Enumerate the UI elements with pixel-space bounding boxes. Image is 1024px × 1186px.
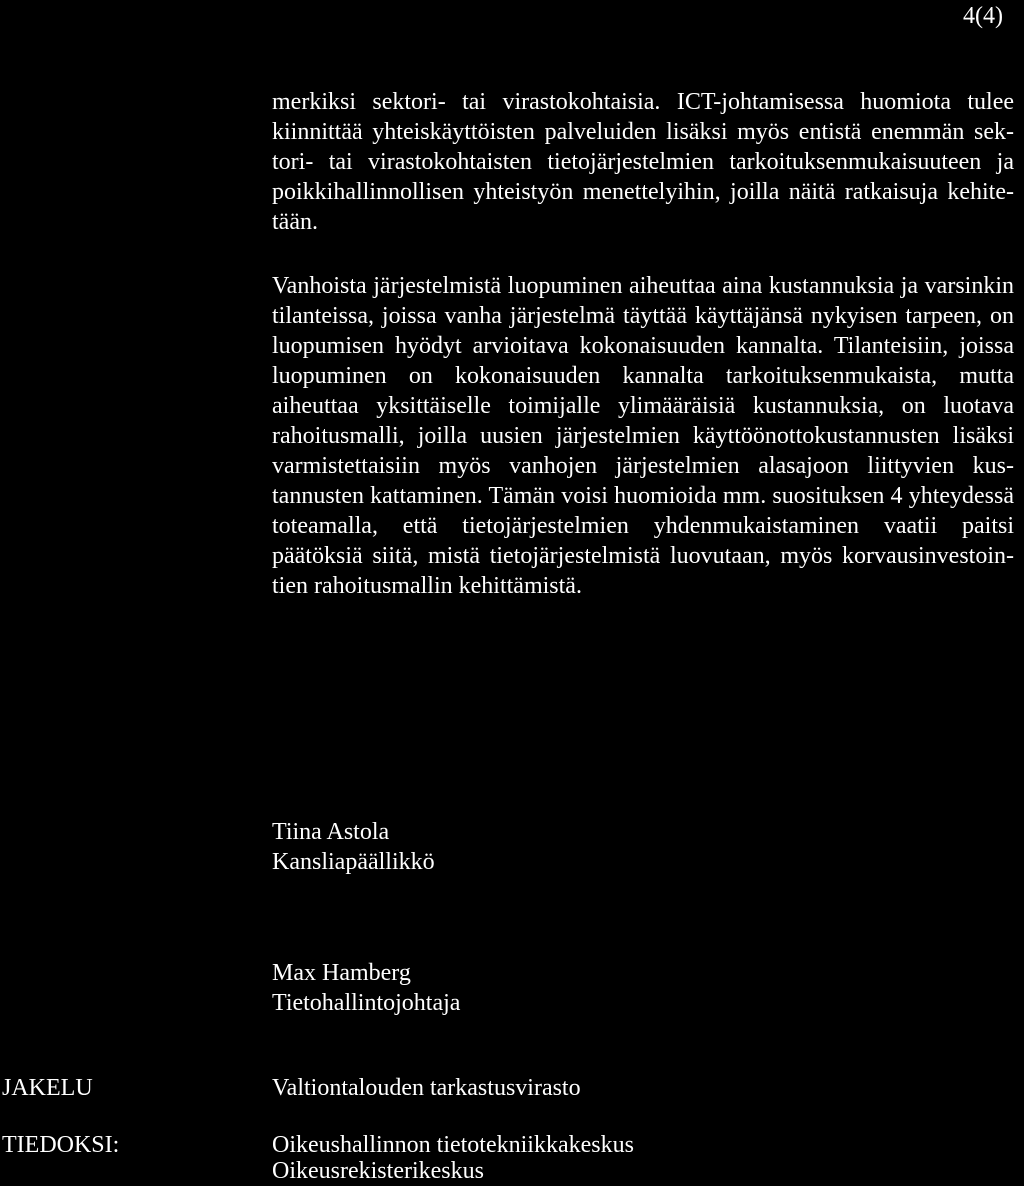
distribution-recipient: Valtiontalouden tarkastusvirasto [272,1075,581,1101]
signatory-name: Max Hamberg [272,960,411,986]
for-information-label: TIEDOKSI: [2,1132,120,1158]
signatory-title: Tietohallintojohtaja [272,990,461,1016]
signature-block-2 [272,958,460,1018]
signature-block-1 [272,817,435,877]
distribution-label: JAKELU [2,1075,93,1101]
body-paragraph-1: merkiksi sektori- tai virastokohtaisia. ICT-johtamisessa huomiota tulee kiinnittää yhteiskäyttöisten palveluiden lisäksi myös entistä enemmän sektori- tai virastokohtaisten tietojärjestelmien tarkoituksenmukaisuuteen ja poikkihallinnollisen yhteistyön menettelyihin, joilla näitä ratkaisuja kehitetään. [272,89,1014,235]
body-paragraph-2: Vanhoista järjestelmistä luopuminen aiheuttaa aina kustannuksia ja varsinkin tilanteissa, joissa vanha järjestelmä täyttää käyttäjänsä nykyisen tarpeen, on luopumisen hyödyt arvioitava kokonaisuuden kannalta. Tilanteisiin, joissa luopuminen on kokonaisuuden kannalta tarkoituksenmukaista, mutta aiheuttaa yksittäiselle toimijalle ylimääräisiä kustannuksia, on luotava rahoitusmalli, joilla uusien järjestelmien käyttöönottokustannusten lisäksi varmistettaisiin myös vanhojen järjestelmien alasajoon liittyvien kustannusten kattaminen. Tämän voisi huomioida mm. suosituksen 4 yhteydessä toteamalla, että tietojärjestelmien yhdenmukaistaminen vaatii paitsi päätöksiä siitä, mistä tietojärjestelmistä luovutaan, myös korvausinvestointien rahoitusmallin kehittämistä. [272,273,1014,599]
signatory-name: Tiina Astola [272,819,390,845]
for-information-recipient: Oikeusrekisterikeskus [272,1158,484,1184]
signatory-title: Kansliapäällikkö [272,849,435,875]
page-number: 4(4) [963,3,1003,29]
for-information-recipient: Oikeushallinnon tietotekniikkakeskus [272,1132,634,1158]
